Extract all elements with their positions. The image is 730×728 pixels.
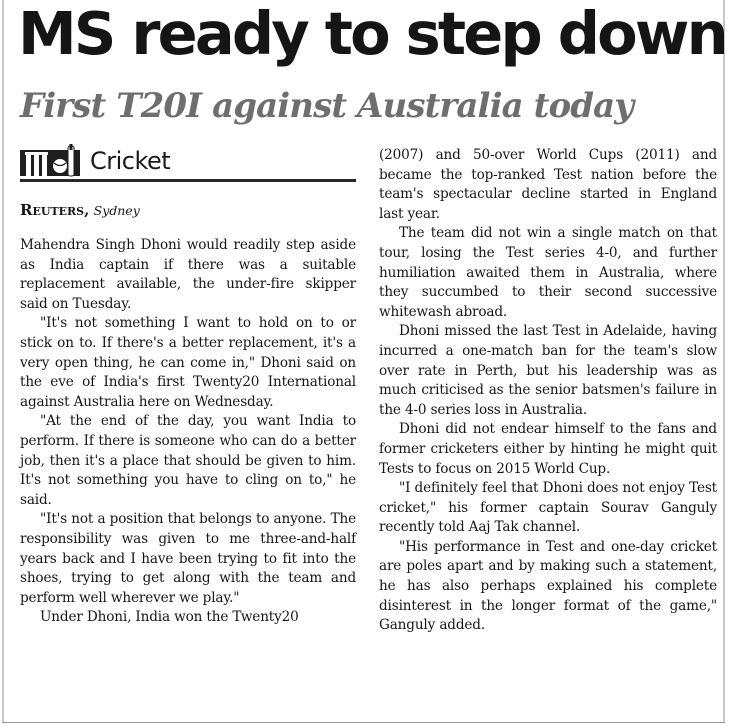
paragraph: "It's not a position that belongs to anyone. The responsibility was given to me three-and-half years back and I have been trying to fit into the shoes, trying to get along with the team and perform well wherever we play."	[20, 511, 356, 606]
article-column-left	[20, 236, 356, 628]
paragraph: "His performance in Test and one-day cricket are poles apart and by making such a statement, he has also perhaps explained his complete disinterest in the longer format of the game," Ganguly added.	[379, 538, 717, 634]
paragraph: The team did not win a single match on that tour, losing the Test series 4-0, and further humiliation awaited them in Australia, where they succumbed to their second successive whitewash abroad.	[379, 225, 717, 320]
paragraph: Dhoni missed the last Test in Adelaide, having incurred a one-match ban for the team's slow over rate in Perth, but his leadership was as much criticised as the senior batsmen's failure in the 4-0 series loss in Australia.	[379, 323, 717, 418]
paragraph: Dhoni did not endear himself to the fans and former cricketers either by hinting he might quit Tests to focus on 2015 World Cup.	[379, 421, 717, 477]
paragraph: "It's not something I want to hold on to or stick on to. If there's a better replacement, it's a very open thing, he can come in," Dhoni said on the eve of India's first Twenty20 International against Australia here on Wednesday.	[20, 315, 356, 410]
byline-dateline: Sydney	[93, 203, 140, 218]
paragraph: Mahendra Singh Dhoni would readily step aside as India captain if there was a suitable replacement available, the under-fire skipper said on Tuesday.	[20, 237, 356, 312]
paragraph: Under Dhoni, India won the Twenty20	[40, 609, 299, 626]
section-tag	[20, 144, 356, 182]
section-label: Cricket	[90, 147, 171, 175]
paragraph: "At the end of the day, you want India to perform. If there is someone who can do a better job, then it's a place that should be given to him. It's not something you have to cling on to," he said.	[20, 413, 356, 508]
byline-agency: Reuters,	[20, 201, 90, 219]
paragraph: (2007) and 50-over World Cups (2011) and became the top-ranked Test nation before the team's spectacular decline started in England last year.	[379, 147, 717, 222]
article-column-right	[379, 146, 717, 636]
cricket-stumps-icon	[20, 144, 84, 178]
paragraph: "I definitely feel that Dhoni does not enjoy Test cricket," his former captain Sourav Ganguly recently told Aaj Tak channel.	[379, 480, 717, 536]
headline: MS ready to step down	[18, 0, 726, 68]
bottom-rule	[2, 722, 725, 723]
byline	[20, 200, 356, 221]
subheadline: First T20I against Australia today	[20, 86, 634, 126]
